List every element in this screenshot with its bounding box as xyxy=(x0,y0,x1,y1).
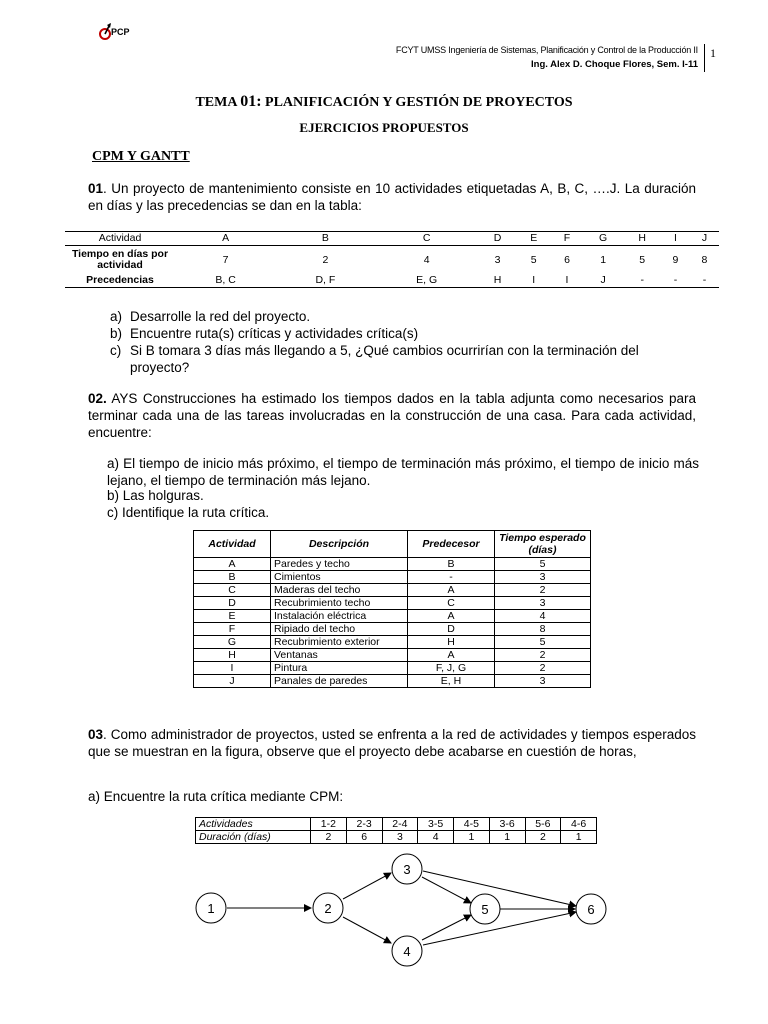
table-cell: 1 xyxy=(561,831,597,844)
table-row xyxy=(194,662,591,675)
exercise-2-item-b: b) Las holguras. xyxy=(107,488,204,503)
table-row xyxy=(194,675,591,688)
table-cell: 4 xyxy=(418,831,454,844)
table-cell: 9 xyxy=(672,253,679,266)
table-cell: 1 xyxy=(489,831,525,844)
exercise-3-question: a) Encuentre la ruta crítica mediante CPM: xyxy=(88,789,344,804)
table-cell: Maderas del techo xyxy=(271,584,408,597)
table-cell: 3 xyxy=(494,253,501,266)
table-cell: H xyxy=(479,274,517,288)
table-cell: G xyxy=(194,636,271,649)
exercise-1-statement xyxy=(88,180,696,214)
table-cell: D xyxy=(408,623,495,636)
table-cell: 6 xyxy=(564,253,570,266)
table-row xyxy=(194,597,591,610)
node-label: 5 xyxy=(481,902,489,917)
table-cell: 3 xyxy=(382,831,418,844)
table-cell: - xyxy=(408,571,495,584)
table-cell: F, J, G xyxy=(408,662,495,675)
node-label: 2 xyxy=(324,901,332,916)
table-row xyxy=(65,274,719,288)
table-cell: 2 xyxy=(495,584,591,597)
node-3 xyxy=(392,854,422,884)
table-header-row xyxy=(194,531,591,558)
header-divider xyxy=(704,44,705,72)
table-cell: H xyxy=(408,636,495,649)
list-marker: b) xyxy=(110,326,123,341)
title-prefix: TEMA xyxy=(195,95,241,110)
table-cell: A xyxy=(408,584,495,597)
exercise-1-questions xyxy=(110,308,670,376)
table-cell: Paredes y techo xyxy=(271,558,408,571)
table-cell: A xyxy=(408,649,495,662)
exercise-3-text: . Como administrador de proyectos, usted se enfrenta a la red de actividades y tiempos esperados que se muestran en la figura, observe que el proyecto debe acabarse en cuestión de horas, xyxy=(88,727,696,759)
table-cell: E, G xyxy=(375,274,479,288)
table-cell: - xyxy=(661,274,690,288)
page-title xyxy=(0,93,768,111)
header-institution: FCYT UMSS Ingeniería de Sistemas, Planificación y Control de la Producción II xyxy=(395,45,698,55)
node-6 xyxy=(576,894,606,924)
logo-text: PCP xyxy=(111,27,130,37)
table-cell: 2 xyxy=(495,649,591,662)
node-label: 3 xyxy=(403,862,411,877)
table-cell: 7 xyxy=(222,253,229,266)
exercise-1-table xyxy=(65,231,719,288)
table-cell: 3-6 xyxy=(489,818,525,831)
section-heading: CPM Y GANTT xyxy=(92,149,190,164)
list-marker: a) xyxy=(110,309,123,324)
table-row xyxy=(196,831,597,844)
list-text: Desarrolle la red del proyecto. xyxy=(130,309,311,324)
list-text: Si B tomara 3 días más llegando a 5, ¿Qué cambios ocurrirían con la terminación del proyecto? xyxy=(130,343,639,375)
exercise-3-number: 03 xyxy=(88,727,104,742)
table-row xyxy=(65,246,719,275)
table-cell: E xyxy=(516,232,551,246)
table-cell: B xyxy=(408,558,495,571)
table-cell: H xyxy=(623,232,661,246)
exercise-1-number: 01 xyxy=(88,181,104,196)
table-cell: H xyxy=(194,649,271,662)
table-cell: 2 xyxy=(495,662,591,675)
table-cell: I xyxy=(661,232,690,246)
table-row xyxy=(65,232,719,246)
table-cell: Instalación eléctrica xyxy=(271,610,408,623)
exercise-2-statement xyxy=(88,390,696,441)
table-cell: 4-6 xyxy=(561,818,597,831)
table-cell: 4-5 xyxy=(454,818,490,831)
table-cell: Panales de paredes xyxy=(271,675,408,688)
table-cell: 2 xyxy=(322,253,329,266)
table-cell: B xyxy=(194,571,271,584)
table-cell: 8 xyxy=(495,623,591,636)
column-header: Predecesor xyxy=(408,531,495,558)
table-cell: B xyxy=(276,232,374,246)
edge-3-5 xyxy=(422,877,471,903)
table-cell: Pintura xyxy=(271,662,408,675)
header-author: Ing. Alex D. Choque Flores, Sem. I-11 xyxy=(531,59,698,70)
table-cell: C xyxy=(375,232,479,246)
exercise-3-table xyxy=(195,817,597,844)
table-cell: 5 xyxy=(530,253,537,266)
table-cell: G xyxy=(583,232,623,246)
activity-network-diagram xyxy=(180,845,620,970)
table-cell: I xyxy=(551,274,583,288)
table-cell: 3 xyxy=(495,597,591,610)
table-row xyxy=(194,610,591,623)
column-header: Actividad xyxy=(194,531,271,558)
table-cell: 2 xyxy=(525,831,561,844)
node-4 xyxy=(392,936,422,966)
table-cell: 4 xyxy=(423,253,430,266)
table-cell: D, F xyxy=(276,274,374,288)
list-item xyxy=(110,342,670,376)
row-label-precedences: Precedencias xyxy=(65,274,175,288)
table-cell: Ventanas xyxy=(271,649,408,662)
table-cell: 1 xyxy=(600,253,607,266)
table-cell: 5 xyxy=(495,558,591,571)
node-5 xyxy=(470,894,500,924)
list-item xyxy=(110,308,670,325)
edge-2-3 xyxy=(343,873,391,899)
table-cell: - xyxy=(690,274,719,288)
exercise-2-text: AYS Construcciones ha estimado los tiempos dados en la tabla adjunta como necesarios para terminar cada una de las tareas involucradas en la construcción de una casa. Para cada actividad, encuentre: xyxy=(88,391,696,440)
table-cell: D xyxy=(479,232,517,246)
table-cell: F xyxy=(551,232,583,246)
table-cell: A xyxy=(408,610,495,623)
table-cell: Cimientos xyxy=(271,571,408,584)
table-cell: 5-6 xyxy=(525,818,561,831)
page-number: 1 xyxy=(710,46,716,60)
exercise-2-item-a: a) El tiempo de inicio más próximo, el tiempo de terminación más próximo, el tiempo de inicio más lejano, el tiempo de terminación más lejano. xyxy=(107,456,699,488)
column-header: Tiempo esperado (días) xyxy=(495,531,591,558)
table-cell: Recubrimiento exterior xyxy=(271,636,408,649)
table-cell: J xyxy=(194,675,271,688)
table-cell: B, C xyxy=(175,274,276,288)
node-2 xyxy=(313,893,343,923)
row-label-duration: Duración (días) xyxy=(196,831,311,844)
table-cell: E, H xyxy=(408,675,495,688)
node-label: 1 xyxy=(207,901,215,916)
title-number: 01: xyxy=(240,93,262,110)
table-cell: 3-5 xyxy=(418,818,454,831)
table-cell: 2-4 xyxy=(382,818,418,831)
list-text: Encuentre ruta(s) críticas y actividades crítica(s) xyxy=(130,326,419,341)
table-cell: C xyxy=(408,597,495,610)
table-cell: I xyxy=(194,662,271,675)
table-cell: 3 xyxy=(495,675,591,688)
table-cell: E xyxy=(194,610,271,623)
table-cell: 4 xyxy=(495,610,591,623)
table-cell: A xyxy=(175,232,276,246)
table-cell: I xyxy=(516,274,551,288)
row-label-time: Tiempo en días por actividad xyxy=(71,248,169,271)
table-cell: - xyxy=(623,274,661,288)
table-cell: 3 xyxy=(495,571,591,584)
table-row xyxy=(194,584,591,597)
title-rest: PLANIFICACIÓN Y GESTIÓN DE PROYECTOS xyxy=(261,95,573,110)
table-row xyxy=(196,818,597,831)
exercise-2-table xyxy=(193,530,591,688)
row-label-activities: Actividades xyxy=(196,818,311,831)
node-1 xyxy=(196,893,226,923)
edge-4-6 xyxy=(423,912,576,945)
table-row xyxy=(194,558,591,571)
table-cell: 2-3 xyxy=(346,818,382,831)
table-cell: 8 xyxy=(701,253,708,266)
table-cell: D xyxy=(194,597,271,610)
table-cell: 6 xyxy=(346,831,382,844)
table-row xyxy=(194,571,591,584)
exercise-2-item-c: c) Identifique la ruta crítica. xyxy=(107,505,270,520)
row-label-activity: Actividad xyxy=(65,232,175,246)
table-cell: 1-2 xyxy=(311,818,347,831)
table-cell: C xyxy=(194,584,271,597)
table-cell: Recubrimiento techo xyxy=(271,597,408,610)
table-row xyxy=(194,649,591,662)
table-cell: 2 xyxy=(311,831,347,844)
table-cell: 1 xyxy=(454,831,490,844)
node-label: 4 xyxy=(403,944,411,959)
table-cell: 5 xyxy=(495,636,591,649)
exercise-2-number: 02. xyxy=(88,391,107,406)
column-header: Descripción xyxy=(271,531,408,558)
edge-3-6 xyxy=(423,871,576,906)
exercise-1-text: . Un proyecto de mantenimiento consiste en 10 actividades etiquetadas A, B, C, ….J. La duración en días y las precedencias se dan en la tabla: xyxy=(88,181,696,213)
list-item xyxy=(110,325,670,342)
table-row xyxy=(194,636,591,649)
table-cell: F xyxy=(194,623,271,636)
node-label: 6 xyxy=(587,902,595,917)
page-subtitle: EJERCICIOS PROPUESTOS xyxy=(299,120,469,135)
edge-2-4 xyxy=(343,917,391,943)
table-cell: 5 xyxy=(639,253,646,266)
table-cell: J xyxy=(690,232,719,246)
exercise-3-statement xyxy=(88,726,696,760)
list-marker: c) xyxy=(110,343,122,358)
table-cell: A xyxy=(194,558,271,571)
table-row xyxy=(194,623,591,636)
table-cell: J xyxy=(583,274,623,288)
table-cell: Ripiado del techo xyxy=(271,623,408,636)
